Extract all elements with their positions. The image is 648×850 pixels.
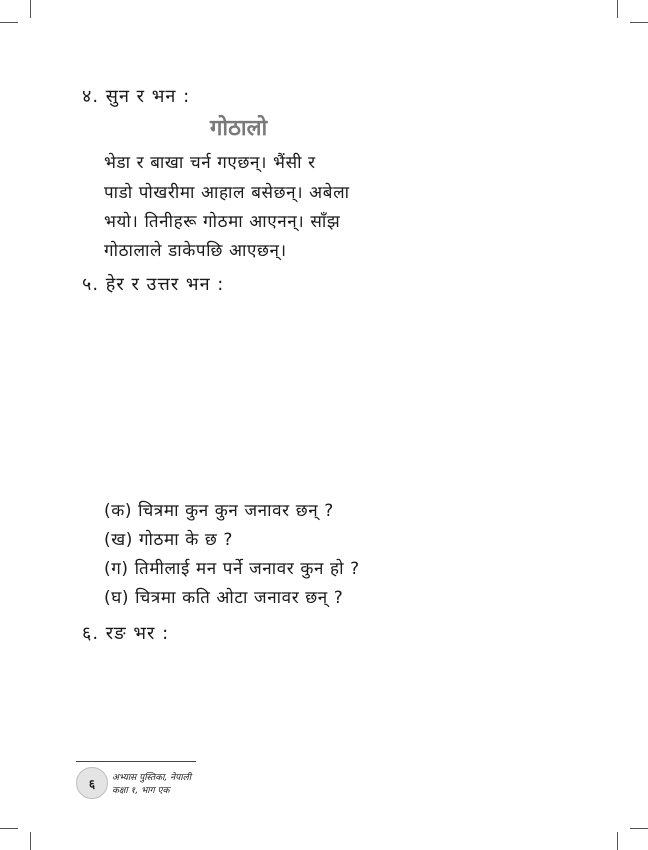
crop-mark: [0, 22, 18, 23]
crop-mark: [617, 0, 618, 18]
footer-book-title: अभ्यास पुस्तिका, नेपाली: [112, 773, 192, 783]
story-line: पाडो पोखरीमा आहाल बसेछन्। अबेला: [104, 183, 350, 203]
crop-mark: [0, 828, 18, 829]
story-title: गोठालो: [210, 116, 268, 141]
section-5-heading: ५. हेर र उत्तर भन :: [82, 274, 225, 295]
crop-mark: [30, 832, 31, 850]
footer-book-subtitle: कक्षा १, भाग एक: [112, 786, 170, 796]
question-item: (ख) गोठमा के छ ?: [104, 530, 234, 550]
page-number-text: ६: [88, 776, 96, 791]
crop-mark: [617, 832, 618, 850]
question-item: (ग) तिमीलाई मन पर्ने जनावर कुन हो ?: [104, 559, 360, 579]
question-item: (घ) चित्रमा कति ओटा जनावर छन् ?: [104, 588, 344, 608]
page-number: [76, 767, 108, 799]
section-4-heading: ४. सुन र भन :: [82, 86, 191, 107]
story-line: भयो। तिनीहरू गोठमा आएनन्। साँझ: [104, 212, 341, 232]
story-line: भेडा र बाखा चर्न गएछन्। भैंसी र: [104, 153, 316, 173]
crop-mark: [630, 828, 648, 829]
crop-mark: [630, 22, 648, 23]
section-6-heading: ६. रङ भर :: [82, 623, 170, 644]
question-item: (क) चित्रमा कुन कुन जनावर छन् ?: [104, 501, 334, 521]
story-line: गोठालाले डाकेपछि आएछन्।: [104, 241, 287, 261]
footer-rule: [76, 761, 196, 762]
crop-mark: [30, 0, 31, 18]
